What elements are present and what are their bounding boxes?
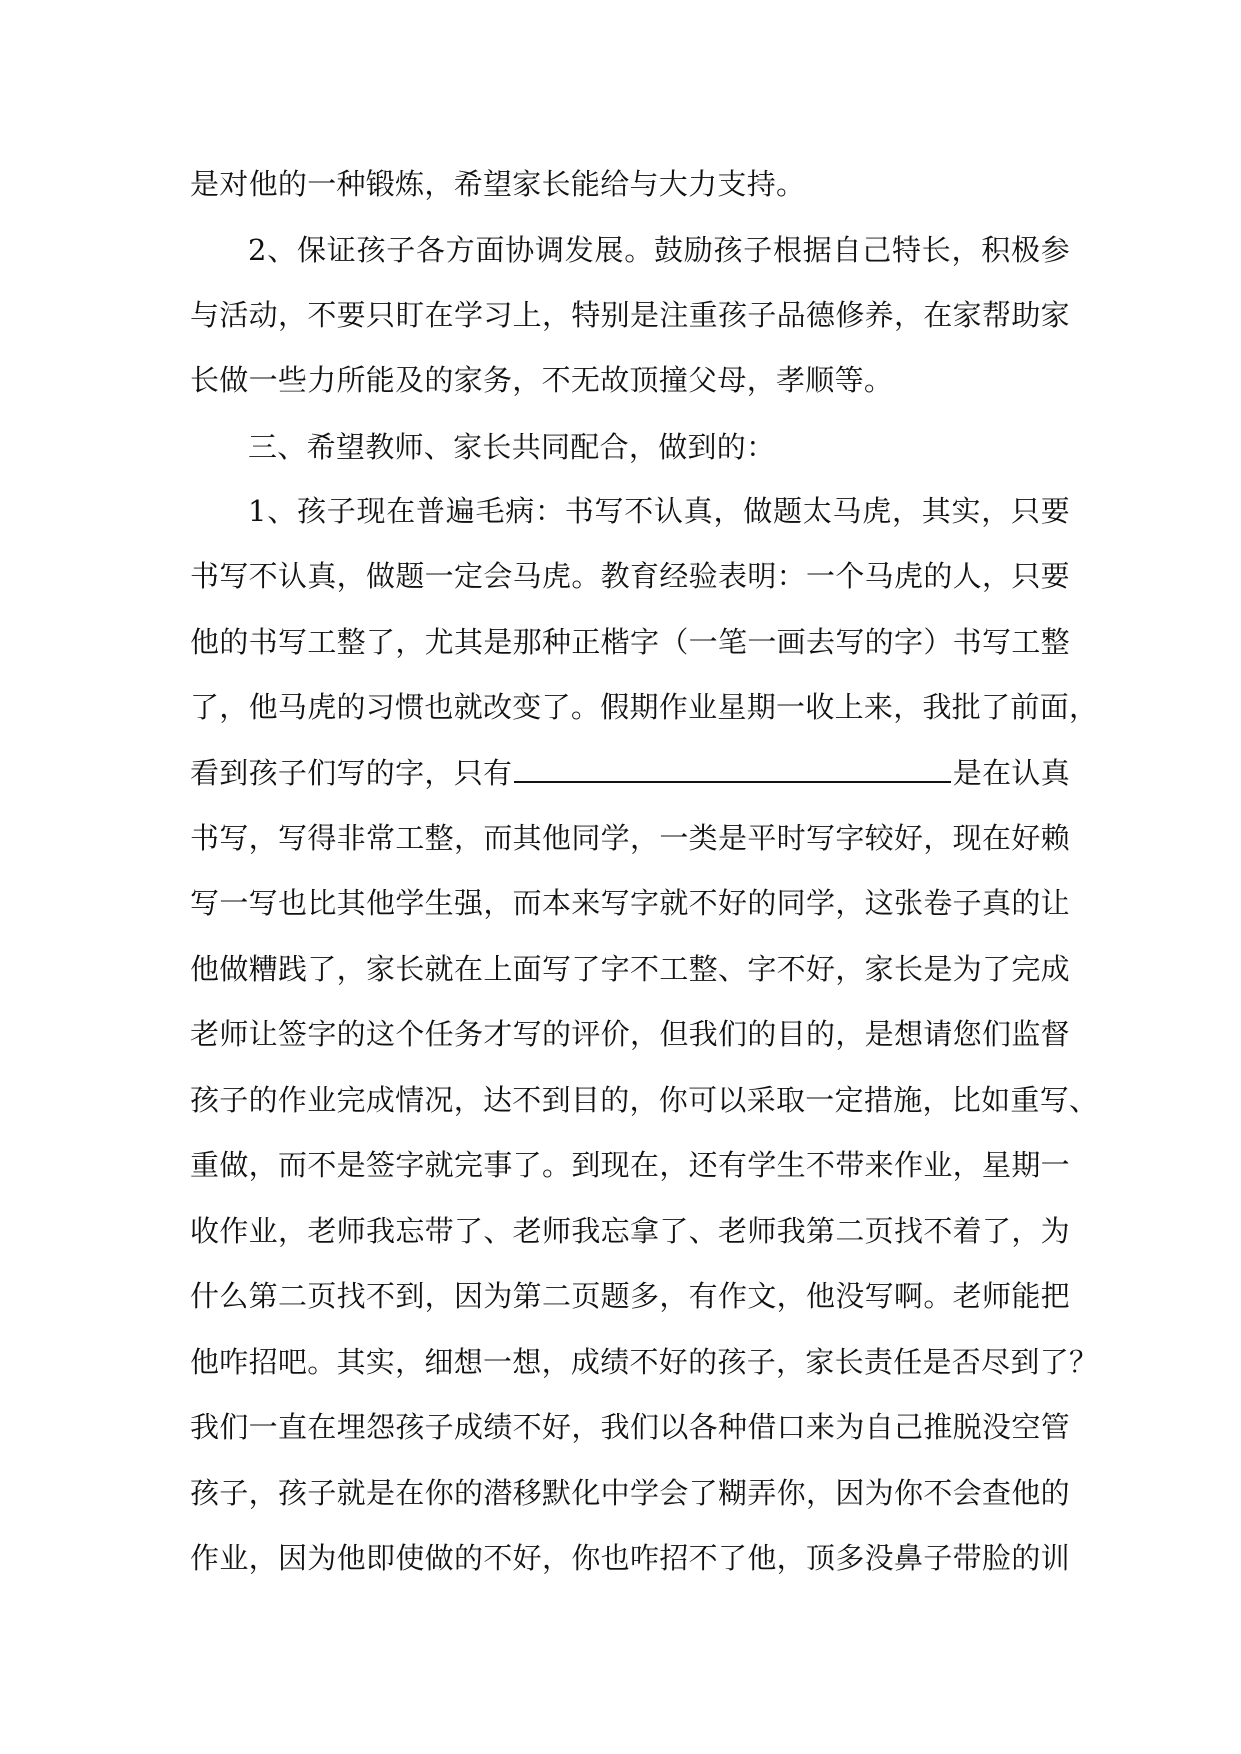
text-line: 孩子的作业完成情况，达不到目的，你可以采取一定措施，比如重写、 bbox=[190, 1083, 1099, 1117]
text-line: 孩子，孩子就是在你的潜移默化中学会了糊弄你，因为你不会查他的 bbox=[190, 1476, 1070, 1510]
text-line: 写一写也比其他学生强，而本来写字就不好的同学，这张卷子真的让 bbox=[190, 886, 1070, 920]
text-line: 书写不认真，做题一定会马虎。教育经验表明：一个马虎的人，只要 bbox=[190, 559, 1070, 593]
text-line: 收作业，老师我忘带了、老师我忘拿了、老师我第二页找不着了，为 bbox=[190, 1214, 1070, 1248]
text-line: 重做，而不是签字就完事了。到现在，还有学生不带来作业，星期一 bbox=[190, 1148, 1070, 1182]
fill-in-line bbox=[190, 748, 1070, 798]
text-line: 1、孩子现在普遍毛病：书写不认真，做题太马虎，其实，只要 bbox=[248, 494, 1070, 528]
text-before-blank: 看到孩子们写的字，只有 bbox=[190, 756, 513, 790]
text-line: 我们一直在埋怨孩子成绩不好，我们以各种借口来为自己推脱没空管 bbox=[190, 1410, 1070, 1444]
text-line: 长做一些力所能及的家务，不无故顶撞父母，孝顺等。 bbox=[190, 363, 894, 397]
text-line: 书写，写得非常工整，而其他同学，一类是平时写字较好，现在好赖 bbox=[190, 821, 1070, 855]
text-line: 三、希望教师、家长共同配合，做到的： bbox=[248, 430, 776, 464]
text-line: 作业，因为他即使做的不好，你也咋招不了他，顶多没鼻子带脸的训 bbox=[190, 1541, 1070, 1575]
text-line: 他做糟践了，家长就在上面写了字不工整、字不好，家长是为了完成 bbox=[190, 952, 1070, 986]
text-line: 什么第二页找不到，因为第二页题多，有作文，他没写啊。老师能把 bbox=[190, 1279, 1070, 1313]
text-line: 老师让签字的这个任务才写的评价，但我们的目的，是想请您们监督 bbox=[190, 1017, 1070, 1051]
text-line: 他的书写工整了，尤其是那种正楷字（一笔一画去写的字）书写工整 bbox=[190, 625, 1070, 659]
text-line: 了，他马虎的习惯也就改变了。假期作业星期一收上来，我批了前面， bbox=[190, 690, 1099, 724]
text-line: 2、保证孩子各方面协调发展。鼓励孩子根据自己特长，积极参 bbox=[248, 233, 1070, 267]
fill-in-blank bbox=[514, 751, 950, 783]
text-line: 与活动，不要只盯在学习上，特别是注重孩子品德修养，在家帮助家 bbox=[190, 298, 1070, 332]
text-line: 是对他的一种锻炼，希望家长能给与大力支持。 bbox=[190, 167, 806, 201]
text-line: 他咋招吧。其实，细想一想，成绩不好的孩子，家长责任是否尽到了？ bbox=[190, 1345, 1099, 1379]
text-after-blank: 是在认真 bbox=[952, 756, 1070, 790]
